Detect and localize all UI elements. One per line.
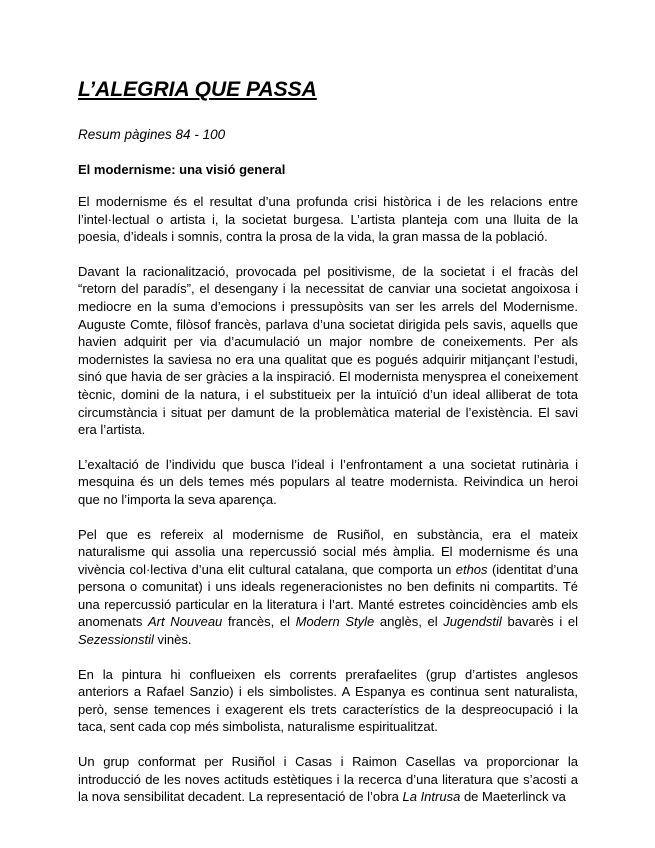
paragraph-text: vinès. [153, 632, 192, 648]
paragraph-text: Pel que es refereix al modernisme de Rusiñol, en substància, era el mateix naturalisme qui assolia una repercussió social més àmplia. El modernisme és una vivència col·lectiva d’una elit cultural catalana, que comporta un [78, 526, 578, 577]
italic-term: Sezessionstil [78, 632, 154, 648]
paragraph-text: (identitat d’una persona o comunitat) i uns ideals regeneracionistes no ben definits ni compartits. Té una repercussió particular en la literatura i l’art. Manté estretes coincidències amb els anomenats [78, 561, 578, 630]
paragraph-6 [78, 753, 578, 806]
paragraph-5: En la pintura hi conflueixen els corrents prerafaelites (grup d’artistes anglesos anteriors a Rafael Sanzio) i els simbolistes. A Espanya es continua sent naturalista, però, sense temences i exagerent els trets característics de la despreocupació i la taca, sent cada cop més simbolista, naturalisme espiritualitzat. [78, 666, 578, 735]
paragraph-text: de Maeterlinck va [460, 789, 566, 805]
paragraph-text: francès, el [222, 614, 296, 630]
section-heading: El modernisme: una visió general [78, 162, 286, 177]
paragraph-text: anglès, el [374, 614, 444, 630]
paragraph-2: Davant la racionalització, provocada pel positivisme, de la societat i el fracàs del “retorn del paradís”, el desengany i la necessitat de canviar una societat angoixosa i mediocre en la suma d’emocions i pressupòsits van ser les arrels del Modernisme. Auguste Comte, filòsof francès, parlava d’una societat dirigida pels savis, aquells que havien adquirit per via d’acumulació un major nombre de coneixements. Per als modernistes la saviesa no era una qualitat que es pogués adquirir mitjançant l’estudi, sinó que havia de ser gràcies a la inspiració. El modernista menyspreа el coneixement tècnic, domini de la natura, i el substitueix per la intuïció d’un ideal alliberat de tota circumstància i situat per damunt de la problemàtica material de l’existència. El savi era l’artista. [78, 263, 578, 438]
paragraph-text: Un grup conformat per Rusiñol i Casas i Raimon Casellas va proporcionar la introducció de les noves actituds estètiques i la recerca d’una literatura que s’acosti a la nova sensibilitat decadent. La representació de l’obra [78, 754, 578, 805]
paragraph-text: bavarès i el [501, 614, 579, 630]
paragraph-4 [78, 526, 578, 649]
italic-term: La Intrusa [402, 789, 461, 805]
paragraph-3: L’exaltació de l’individu que busca l’ideal i l’enfrontament a una societat rutinària i mesquina és un dels temes més populars al teatre modernista. Reivindica un heroi que no l’importa la seva aparença. [78, 456, 578, 507]
document-title: L’ALEGRIA QUE PASSA [78, 78, 317, 101]
italic-term: Modern Style [295, 614, 375, 630]
italic-term: ethos [455, 561, 488, 577]
italic-term: Art Nouveau [147, 614, 223, 630]
italic-term: Jugendstil [443, 614, 502, 630]
paragraph-1: El modernisme és el resultat d’una profunda crisi històrica i de les relacions entre l’intel·lectual o artista i, la societat burgesa. L’artista planteja com una lluita de la poesia, d’ideals i somnis, contra la prosa de la vida, la gran massa de la població. [78, 194, 578, 245]
document-subtitle: Resum pàgines 84 - 100 [78, 127, 226, 142]
